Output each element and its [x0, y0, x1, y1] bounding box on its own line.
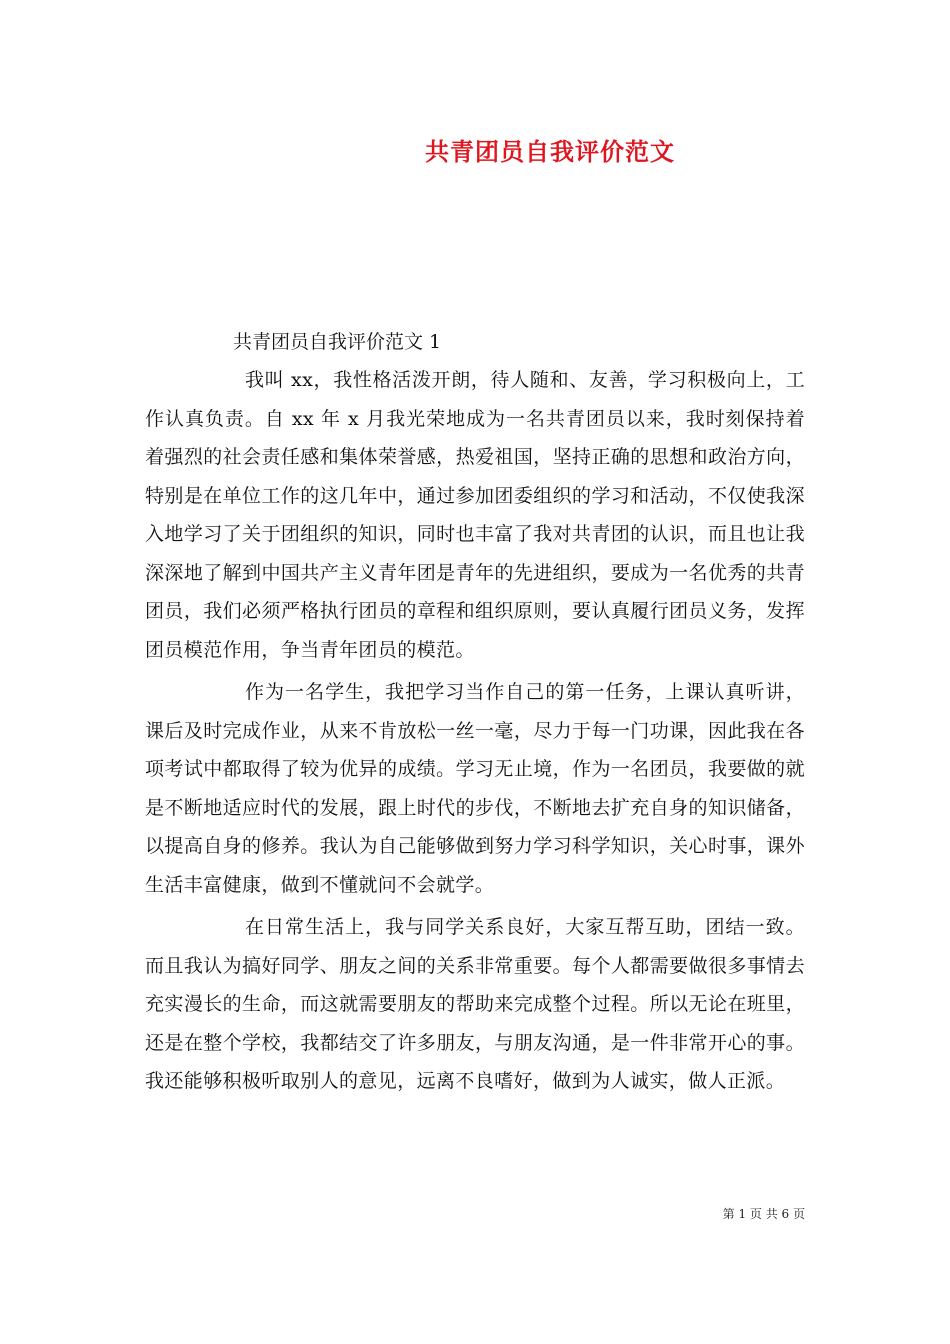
paragraph-3: 在日常生活上，我与同学关系良好，大家互帮互助，团结一致。而且我认为搞好同学、朋友之间的关系非常重要。每个人都需要做很多事情去充实漫长的生命，而这就需要朋友的帮助来完成整个过程。所以无论在班里，还是在整个学校，我都结交了许多朋友，与朋友沟通，是一件非常开心的事。我还能够积极听取别人的意见，远离不良嗜好，做到为人诚实，做人正派。 [145, 916, 805, 1092]
document-title: 共青团员自我评价范文 [425, 137, 675, 166]
document-body [145, 323, 805, 1101]
page-number-footer: 第 1 页 共 6 页 [722, 1207, 805, 1221]
paragraph-1: 我叫 xx，我性格活泼开朗，待人随和、友善，学习积极向上，工作认真负责。自 xx 年 x 月我光荣地成为一名共青团员以来，我时刻保持着着强烈的社会责任感和集体荣誉感，热爱祖国，坚持正确的思想和政治方向，特别是在单位工作的这几年中，通过参加团委组织的学习和活动，不仅使我深入地学习了关于团组织的知识，同时也丰富了我对共青团的认识，而且也让我深深地了解到中国共产主义青年团是青年的先进组织，要成为一名优秀的共青团员，我们必须严格执行团员的章程和组织原则，要认真履行团员义务，发挥团员模范作用，争当青年团员的模范。 [145, 369, 805, 661]
section-heading: 共青团员自我评价范文 1 [233, 331, 442, 353]
paragraph-2: 作为一名学生，我把学习当作自己的第一任务，上课认真听讲，课后及时完成作业，从来不肯放松一丝一毫，尽力于每一门功课，因此我在各项考试中都取得了较为优异的成绩。学习无止境，作为一名团员，我要做的就是不断地适应时代的发展，跟上时代的步伐，不断地去扩充自身的知识储备，以提高自身的修养。我认为自己能够做到努力学习科学知识，关心时事，课外生活丰富健康，做到不懂就问不会就学。 [145, 681, 805, 896]
